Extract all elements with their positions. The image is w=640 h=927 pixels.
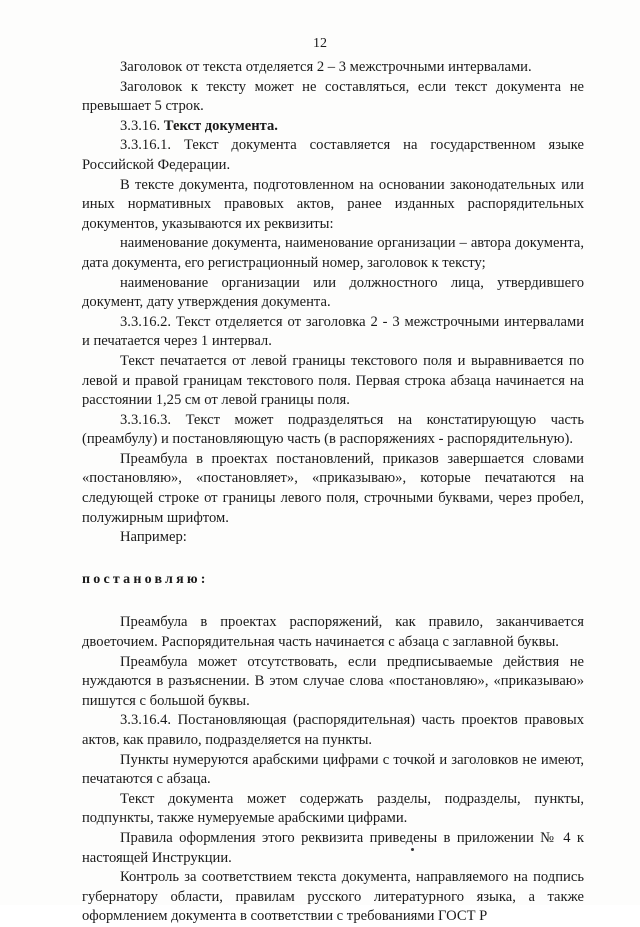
- paragraph: Пункты нумеруются арабскими цифрами с точкой и заголовков не имеют, печатаются с абзаца.: [82, 751, 584, 788]
- paragraph: Например:: [120, 529, 187, 546]
- section-heading-number: 3.3.16.: [120, 117, 161, 134]
- paragraph: 3.3.16.3. Текст может подразделяться на констатирующую часть (преамбулу) и постановляющую часть (в распоряжениях - распорядительную).: [82, 411, 584, 448]
- paragraph: В тексте документа, подготовленном на основании законодательных или иных нормативных правовых актов, ранее изданных распорядительных документов, указываются их реквизиты:: [82, 176, 584, 232]
- paragraph: наименование документа, наименование организации – автора документа, дата документа, его регистрационный номер, заголовок к тексту;: [82, 235, 584, 271]
- paragraph: наименование организации или должностного лица, утвердившего документ, дату утверждения документа.: [82, 274, 584, 311]
- section-heading: [82, 117, 584, 137]
- scan-speck: [411, 848, 414, 851]
- paragraph: 3.3.16.4. Постановляющая (распорядительная) часть проектов правовых актов, как правило, подразделяется на пункты.: [82, 712, 584, 748]
- paragraph: Преамбула может отсутствовать, если предписываемые действия не нуждаются в разъяснении. В этом случае слова «постановляю», «приказываю» пишутся с большой буквы.: [82, 653, 584, 709]
- paragraph: Правила оформления этого реквизита приведены в приложении № 4 к настоящей Инструкции.: [82, 829, 584, 866]
- document-body: [82, 58, 584, 927]
- section-heading-title: Текст документа.: [163, 117, 278, 134]
- paragraph: Заголовок к тексту может не составляться, если текст документа не превышает 5 строк.: [82, 78, 584, 115]
- example-keyword: постановляю:: [82, 571, 209, 587]
- paragraph: 3.3.16.1. Текст документа составляется на государственном языке Российской Федерации.: [82, 137, 584, 173]
- paragraph: Текст печатается от левой границы текстового поля и выравнивается по левой и правой границам текстового поля. Первая строка абзаца начинается на расстоянии 1,25 см от левой границы поля.: [82, 352, 584, 409]
- paragraph: Заголовок от текста отделяется 2 – 3 межстрочными интервалами.: [120, 59, 532, 75]
- paragraph: Преамбула в проектах постановлений, приказов завершается словами «постановляю», «постановляет», «приказываю», которые печатаются на следующей строке от границы левого поля, строчными буквами, через пробел, полужирным шрифтом.: [82, 450, 584, 526]
- paragraph: Преамбула в проектах распоряжений, как правило, заканчивается двоеточием. Распорядительная часть начинается с абзаца с заглавной буквы.: [82, 614, 584, 651]
- paragraph: Контроль за соответствием текста документа, направляемого на подпись губернатору области, правилам русского литературного языка, а также оформлением документа в соответствии с требованиями ГОСТ Р: [82, 869, 584, 925]
- paragraph: Текст документа может содержать разделы, подразделы, пункты, подпункты, также нумеруемые арабскими цифрами.: [82, 790, 584, 827]
- page-number: 12: [313, 36, 327, 51]
- paragraph: 3.3.16.2. Текст отделяется от заголовка 2 - 3 межстрочными интервалами и печатается через 1 интервал.: [82, 313, 584, 350]
